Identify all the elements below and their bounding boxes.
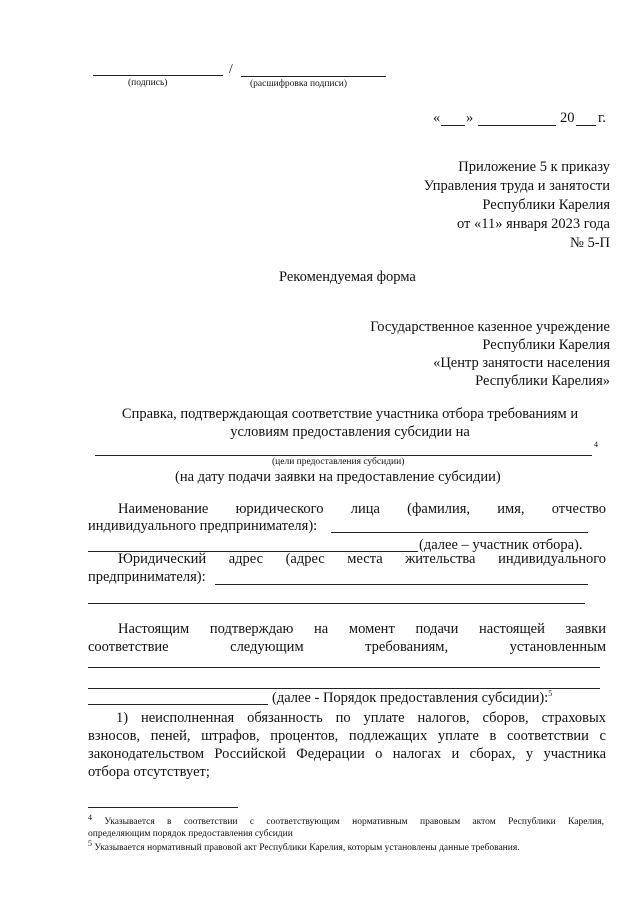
- confirm-line: [118, 621, 606, 638]
- word: лица: [350, 501, 380, 517]
- date-close-quote: »: [466, 110, 474, 126]
- appendix-line: Приложение 5 к приказу: [458, 159, 610, 175]
- word: заявки: [565, 621, 606, 637]
- title-line1: Справка, подтверждающая соответствие участника отбора требованиям и: [121, 406, 579, 422]
- word: на: [314, 621, 329, 637]
- recipient-line: Республики Карелия: [482, 337, 610, 353]
- signature-slash: /: [229, 61, 233, 76]
- word: Настоящим: [118, 621, 190, 637]
- word: отчество: [551, 501, 607, 517]
- recipient-line: Государственное казенное учреждение: [370, 319, 610, 335]
- address-field[interactable]: [215, 584, 588, 585]
- footnote-5: [88, 838, 604, 854]
- fn5-text: Указывается нормативный правовой акт Республики Карелия, которым установлены данные требования.: [94, 843, 520, 853]
- word: следующим: [230, 639, 304, 655]
- footnote-4: [88, 812, 605, 840]
- word: места: [347, 551, 383, 567]
- word: юридического: [235, 501, 324, 517]
- date-year-field[interactable]: [576, 125, 596, 126]
- recipient-block: [310, 318, 610, 390]
- order-field[interactable]: [88, 704, 268, 705]
- fn5-mark: 5: [88, 838, 92, 848]
- word: требованиям,: [365, 639, 449, 655]
- word: установленным: [509, 639, 607, 655]
- word: Наименование: [118, 501, 209, 517]
- word: момент: [348, 621, 395, 637]
- word: подачи: [415, 621, 459, 637]
- footnote-separator: [88, 807, 238, 808]
- footnote-mark-5: 5: [548, 689, 553, 699]
- fn4-mark: 4: [88, 812, 92, 822]
- fn4-text1: Указывается в соответствии с соответствующим нормативным правовым актом Республики Карелия,: [104, 817, 605, 827]
- requirements-field-2[interactable]: [88, 688, 600, 689]
- item1-line2: взносов, пеней, штрафов, процентов, подлежащих уплате в соответствии с: [88, 728, 606, 744]
- recommended-form-label: Рекомендуемая форма: [279, 269, 416, 285]
- title-line2: условиям предоставления субсидии на: [230, 424, 470, 440]
- date-month-field[interactable]: [478, 125, 556, 126]
- date-year-prefix: 20: [560, 110, 575, 126]
- signature-caption: (подпись): [128, 78, 168, 88]
- recipient-line: Республики Карелия»: [475, 373, 610, 389]
- footnote-4-line1: [88, 812, 605, 828]
- item-1: [88, 709, 606, 781]
- appendix-block: [350, 158, 610, 253]
- subsidy-goal-field[interactable]: [95, 455, 592, 456]
- item1-line3: законодательством Российской Федерации о налогах и сборах, у участника: [88, 746, 606, 762]
- word: имя,: [497, 501, 525, 517]
- goal-caption: (цели предоставления субсидии): [272, 457, 405, 467]
- recipient-line: «Центр занятости населения: [433, 355, 610, 371]
- appendix-line: Управления труда и занятости: [423, 178, 610, 194]
- participant-note: (далее – участник отбора).: [419, 537, 583, 553]
- item1-line1: 1) неисполненная обязанность по уплате налогов, сборов, страховых: [116, 710, 606, 726]
- word: жительства: [405, 551, 476, 567]
- appendix-line: от «11» января 2023 года: [456, 216, 610, 232]
- word: (адрес: [285, 551, 325, 567]
- address-label-line1: [118, 551, 606, 568]
- word: Юридический: [118, 551, 207, 567]
- signature-decode-caption: (расшифровка подписи): [250, 79, 347, 89]
- item1-line4: отбора отсутствует;: [88, 764, 210, 780]
- word: настоящей: [479, 621, 545, 637]
- name-field[interactable]: [331, 532, 588, 533]
- word: (фамилия,: [407, 501, 471, 517]
- requirements-field-1[interactable]: [88, 667, 600, 668]
- date-open-quote: «: [433, 110, 441, 126]
- date-day-field[interactable]: [441, 125, 465, 126]
- footnote-mark-4: 4: [594, 440, 598, 449]
- name-label-line1: [118, 501, 606, 518]
- date-note: (на дату подачи заявки на предоставление субсидии): [175, 469, 501, 485]
- footnote-4-line2: определяющим порядок предоставления субсидии: [88, 829, 293, 839]
- word: соответствие: [88, 639, 169, 655]
- appendix-line: Республики Карелия: [482, 197, 610, 213]
- signature-decode-line[interactable]: [241, 76, 386, 77]
- name-label-line2: индивидуального предпринимателя):: [88, 518, 318, 534]
- conform-line: [88, 639, 606, 656]
- order-text-label: (далее - Порядок предоставления субсидии):: [272, 690, 549, 706]
- date-line: [433, 110, 606, 128]
- address-label-line2: предпринимателя):: [88, 569, 206, 585]
- word: индивидуального: [498, 551, 607, 567]
- order-text: [272, 690, 552, 707]
- appendix-line: № 5-П: [569, 235, 610, 251]
- document-title: [80, 405, 620, 441]
- date-year-suffix: г.: [598, 110, 606, 126]
- address-field-continued[interactable]: [88, 603, 585, 604]
- word: подтверждаю: [209, 621, 294, 637]
- word: адрес: [228, 551, 264, 567]
- signature-line[interactable]: [93, 75, 223, 76]
